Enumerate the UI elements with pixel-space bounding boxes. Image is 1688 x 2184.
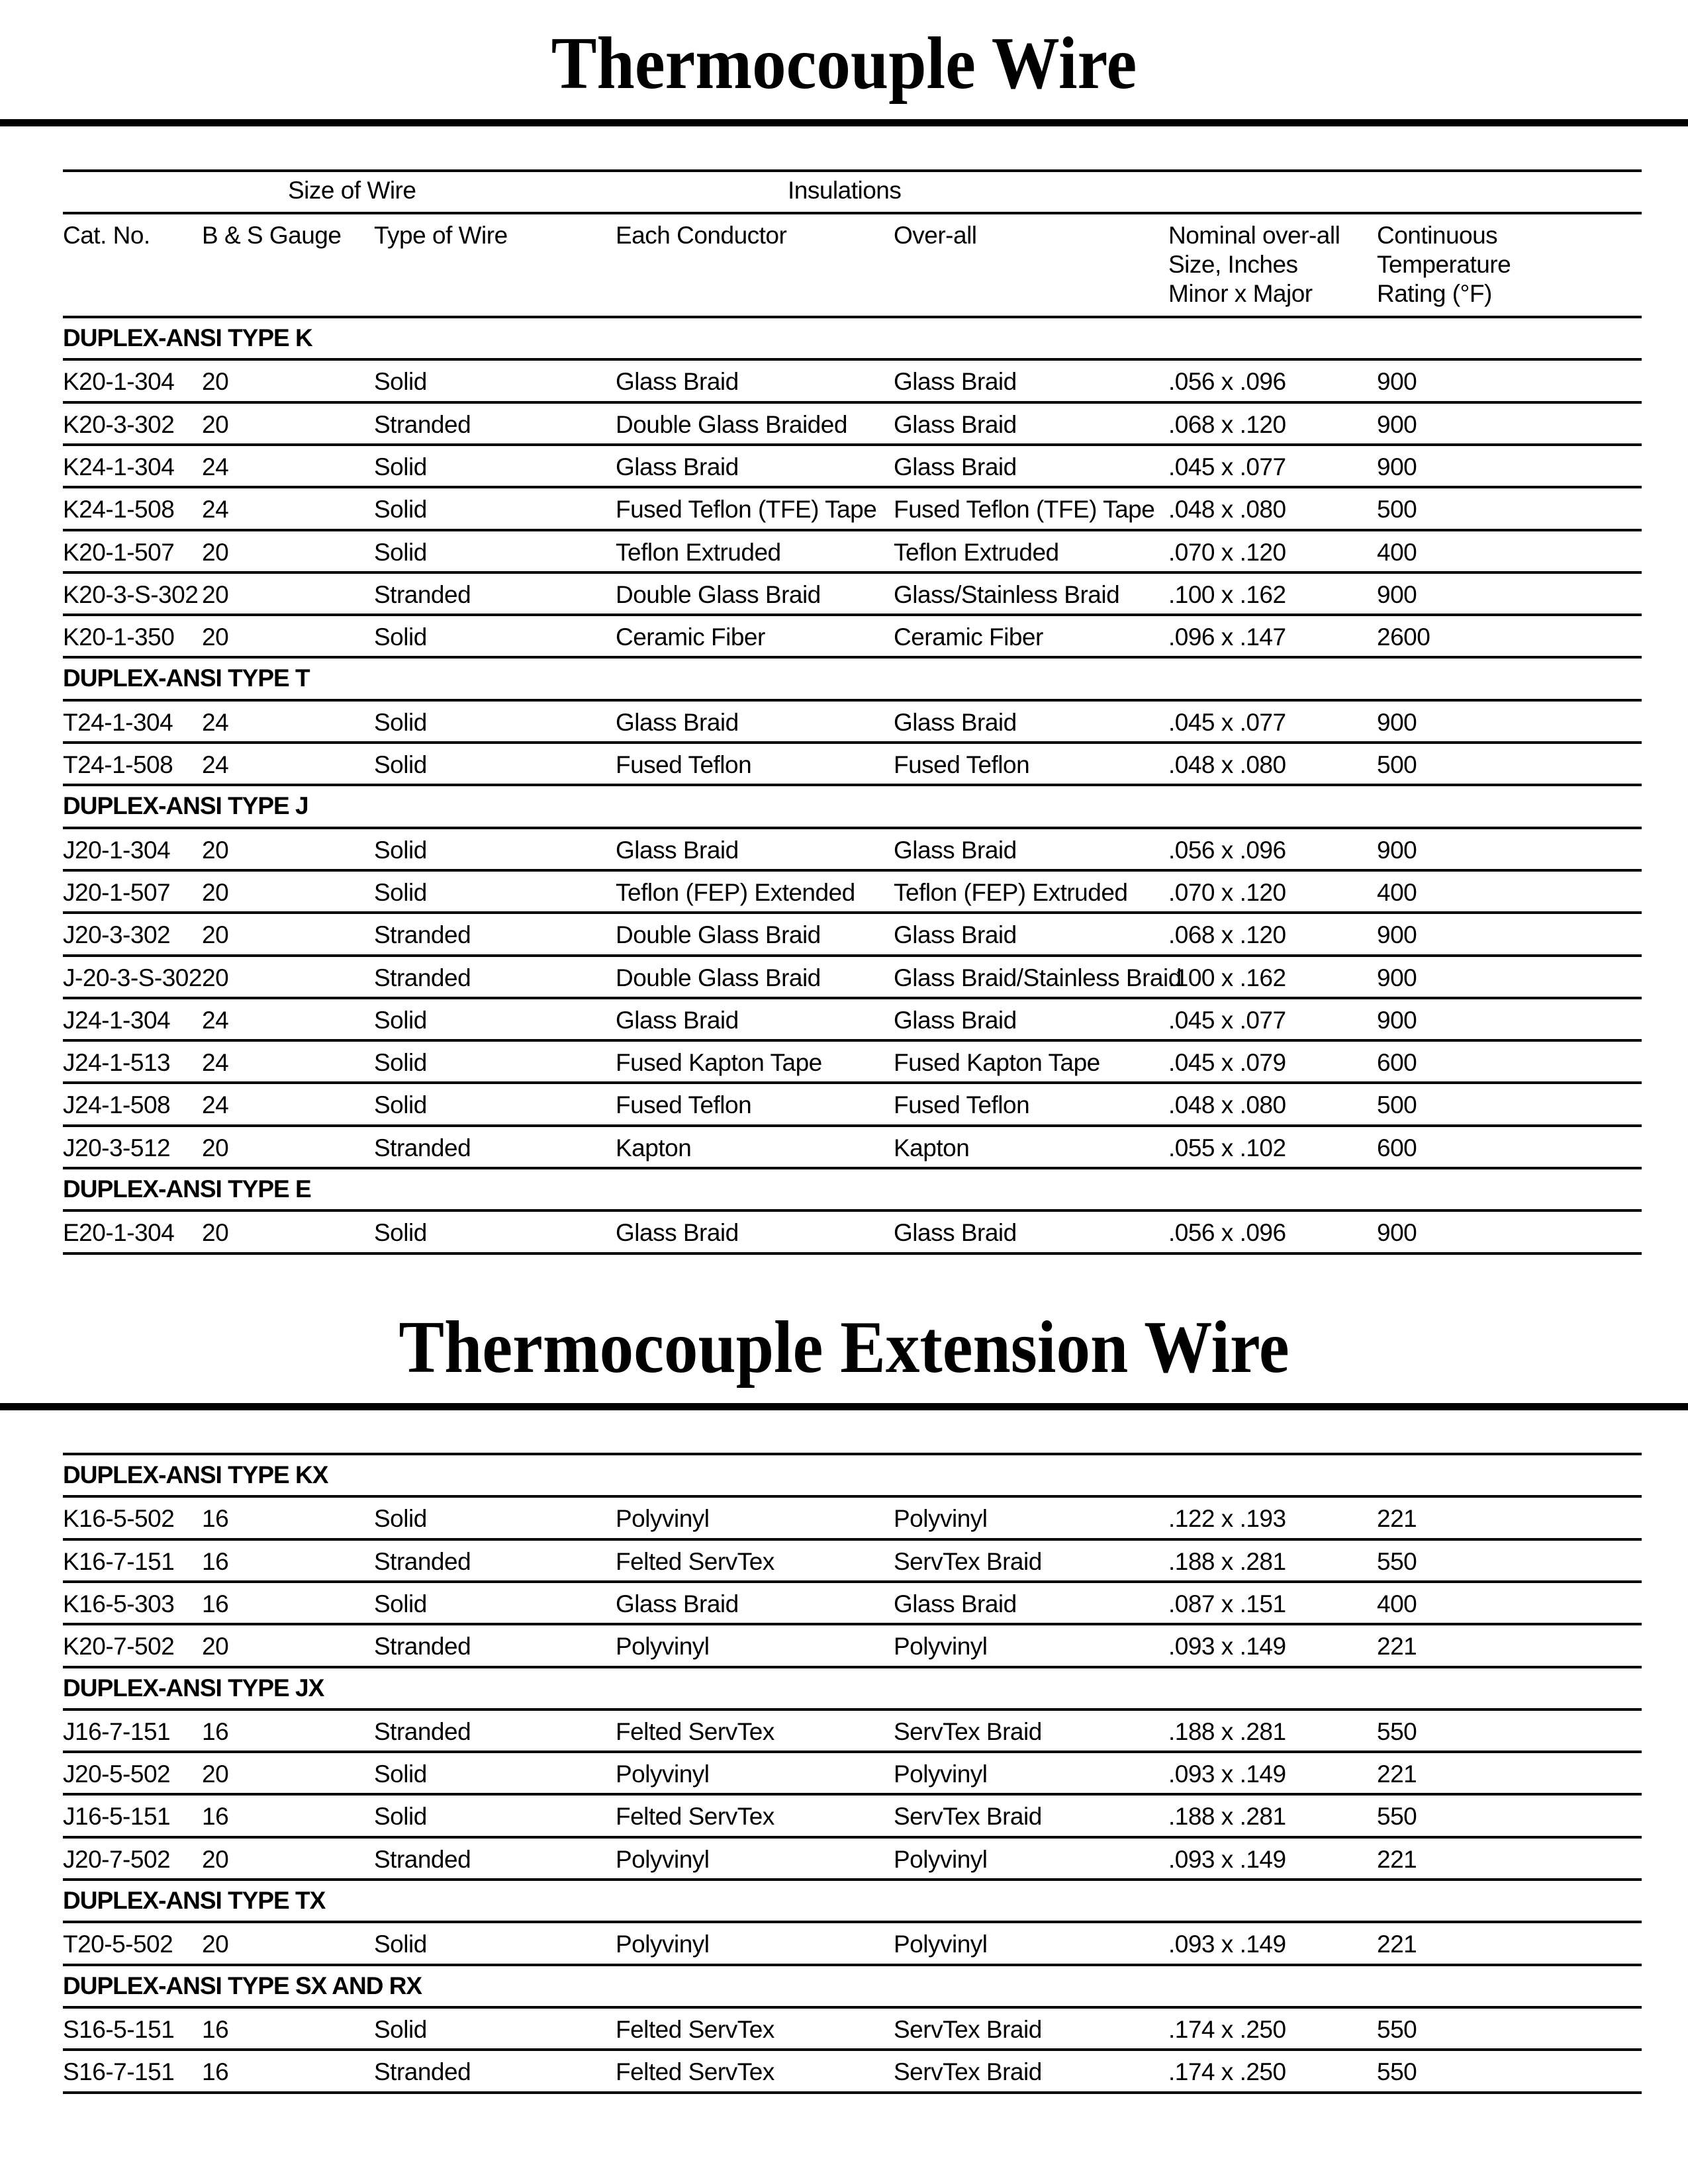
cell-over-all: Glass Braid	[894, 1219, 1017, 1247]
column-header-gauge: B & S Gauge	[202, 222, 342, 249]
cell-gauge: 24	[202, 708, 229, 736]
cell-gauge: 20	[202, 921, 229, 949]
group-heading: DUPLEX-ANSI TYPE T	[63, 664, 310, 692]
cell-temperature-rating: 500	[1377, 496, 1417, 523]
cell-cat-no: J20-1-304	[63, 836, 171, 864]
cell-each-conductor: Felted ServTex	[616, 2058, 774, 2086]
cell-gauge: 24	[202, 453, 229, 480]
cell-over-all: Teflon (FEP) Extruded	[894, 878, 1128, 906]
cell-nominal-size: .068 x .120	[1168, 410, 1286, 438]
group-heading: DUPLEX-ANSI TYPE JX	[63, 1674, 324, 1702]
cell-cat-no: J20-5-502	[63, 1760, 171, 1788]
cell-cat-no: K20-1-304	[63, 368, 175, 396]
table-rule	[63, 1921, 1642, 1923]
table-rule	[63, 1209, 1642, 1212]
cell-temperature-rating: 221	[1377, 1505, 1417, 1533]
cell-each-conductor: Felted ServTex	[616, 2015, 774, 2043]
cell-type-of-wire: Solid	[374, 1219, 427, 1247]
cell-cat-no: J24-1-513	[63, 1049, 171, 1077]
cell-cat-no: K24-1-508	[63, 496, 175, 523]
section-title-thermocouple-extension-wire: Thermocouple Extension Wire	[399, 1306, 1289, 1388]
cell-nominal-size: .070 x .120	[1168, 538, 1286, 566]
cell-each-conductor: Polyvinyl	[616, 1760, 710, 1788]
cell-cat-no: K24-1-304	[63, 453, 175, 480]
table-rule	[63, 1964, 1642, 1966]
cell-cat-no: E20-1-304	[63, 1219, 175, 1247]
cell-each-conductor: Double Glass Braided	[616, 410, 847, 438]
cell-gauge: 20	[202, 1134, 229, 1161]
cell-temperature-rating: 221	[1377, 1633, 1417, 1661]
cell-type-of-wire: Stranded	[374, 1134, 471, 1161]
cell-over-all: Polyvinyl	[894, 1845, 988, 1873]
cell-cat-no: T24-1-508	[63, 751, 173, 778]
section-title-thermocouple-wire: Thermocouple Wire	[551, 23, 1137, 105]
table-rule	[63, 1836, 1642, 1839]
column-header-temp-line1: Continuous	[1377, 222, 1498, 249]
column-header-size	[1168, 221, 1340, 308]
table-rule	[63, 1751, 1642, 1753]
cell-gauge: 20	[202, 1219, 229, 1247]
cell-type-of-wire: Solid	[374, 1049, 427, 1077]
cell-over-all: Ceramic Fiber	[894, 623, 1043, 651]
table-rule	[63, 1495, 1642, 1498]
cell-type-of-wire: Solid	[374, 1505, 427, 1533]
cell-cat-no: K20-1-507	[63, 538, 175, 566]
cell-nominal-size: .045 x .077	[1168, 453, 1286, 480]
cell-gauge: 16	[202, 2015, 229, 2043]
cell-temperature-rating: 900	[1377, 368, 1417, 396]
cell-cat-no: S16-7-151	[63, 2058, 175, 2086]
cell-type-of-wire: Solid	[374, 1931, 427, 1958]
table-rule	[63, 784, 1642, 786]
cell-type-of-wire: Solid	[374, 878, 427, 906]
column-header-size-line1: Nominal over-all	[1168, 222, 1340, 249]
table-rule	[63, 169, 1642, 172]
table-rule	[63, 741, 1642, 744]
table-rule	[63, 1666, 1642, 1668]
cell-temperature-rating: 500	[1377, 751, 1417, 778]
cell-nominal-size: .056 x .096	[1168, 368, 1286, 396]
table-rule	[63, 2006, 1642, 2009]
cell-temperature-rating: 900	[1377, 453, 1417, 480]
cell-cat-no: K20-3-S-302	[63, 580, 199, 608]
cell-over-all: Glass Braid	[894, 1006, 1017, 1034]
section-divider	[0, 119, 1688, 126]
cell-cat-no: J24-1-508	[63, 1091, 171, 1119]
cell-nominal-size: .045 x .077	[1168, 708, 1286, 736]
cell-type-of-wire: Solid	[374, 708, 427, 736]
column-header-each-conductor: Each Conductor	[616, 222, 787, 249]
table-rule	[63, 486, 1642, 488]
cell-temperature-rating: 900	[1377, 836, 1417, 864]
table-rule	[63, 1124, 1642, 1127]
cell-nominal-size: .188 x .281	[1168, 1803, 1286, 1831]
cell-each-conductor: Felted ServTex	[616, 1717, 774, 1745]
table-rule	[63, 212, 1642, 214]
cell-type-of-wire: Stranded	[374, 1633, 471, 1661]
cell-temperature-rating: 400	[1377, 538, 1417, 566]
cell-cat-no: J16-7-151	[63, 1717, 171, 1745]
group-heading: DUPLEX-ANSI TYPE E	[63, 1175, 311, 1203]
cell-each-conductor: Teflon Extruded	[616, 538, 781, 566]
table-rule	[63, 1793, 1642, 1796]
table-rule	[63, 1878, 1642, 1881]
cell-over-all: Glass Braid	[894, 836, 1017, 864]
cell-temperature-rating: 500	[1377, 1091, 1417, 1119]
column-header-size-line3: Minor x Major	[1168, 280, 1313, 307]
cell-temperature-rating: 2600	[1377, 623, 1430, 651]
cell-nominal-size: .122 x .193	[1168, 1505, 1286, 1533]
cell-type-of-wire: Solid	[374, 751, 427, 778]
table-rule	[63, 656, 1642, 659]
cell-nominal-size: .093 x .149	[1168, 1760, 1286, 1788]
table-rule	[63, 869, 1642, 872]
cell-temperature-rating: 900	[1377, 410, 1417, 438]
cell-type-of-wire: Stranded	[374, 1845, 471, 1873]
cell-over-all: Glass Braid	[894, 453, 1017, 480]
cell-cat-no: J20-3-512	[63, 1134, 171, 1161]
cell-each-conductor: Polyvinyl	[616, 1845, 710, 1873]
table-rule	[63, 1453, 1642, 1455]
cell-nominal-size: .093 x .149	[1168, 1633, 1286, 1661]
cell-each-conductor: Ceramic Fiber	[616, 623, 765, 651]
cell-each-conductor: Polyvinyl	[616, 1633, 710, 1661]
cell-cat-no: J16-5-151	[63, 1803, 171, 1831]
cell-cat-no: J20-1-507	[63, 878, 171, 906]
cell-nominal-size: .056 x .096	[1168, 1219, 1286, 1247]
cell-nominal-size: .055 x .102	[1168, 1134, 1286, 1161]
table-rule	[63, 401, 1642, 404]
cell-nominal-size: .096 x .147	[1168, 623, 1286, 651]
cell-nominal-size: .087 x .151	[1168, 1590, 1286, 1617]
cell-over-all: Glass Braid	[894, 368, 1017, 396]
column-header-size-line2: Size, Inches	[1168, 251, 1298, 278]
cell-each-conductor: Glass Braid	[616, 836, 739, 864]
cell-nominal-size: .045 x .077	[1168, 1006, 1286, 1034]
cell-nominal-size: .056 x .096	[1168, 836, 1286, 864]
cell-type-of-wire: Stranded	[374, 964, 471, 991]
cell-over-all: Fused Teflon (TFE) Tape	[894, 496, 1155, 523]
table-rule	[63, 911, 1642, 914]
cell-gauge: 16	[202, 1590, 229, 1617]
cell-gauge: 20	[202, 538, 229, 566]
cell-each-conductor: Teflon (FEP) Extended	[616, 878, 855, 906]
cell-nominal-size: .188 x .281	[1168, 1717, 1286, 1745]
cell-each-conductor: Glass Braid	[616, 453, 739, 480]
cell-each-conductor: Double Glass Braid	[616, 964, 821, 991]
table-rule	[63, 2048, 1642, 2051]
cell-nominal-size: .174 x .250	[1168, 2015, 1286, 2043]
cell-temperature-rating: 221	[1377, 1845, 1417, 1873]
cell-gauge: 20	[202, 1845, 229, 1873]
cell-nominal-size: .048 x .080	[1168, 496, 1286, 523]
cell-type-of-wire: Solid	[374, 623, 427, 651]
cell-gauge: 20	[202, 580, 229, 608]
cell-temperature-rating: 900	[1377, 1006, 1417, 1034]
cell-nominal-size: .100 x .162	[1168, 580, 1286, 608]
cell-type-of-wire: Solid	[374, 453, 427, 480]
cell-gauge: 20	[202, 836, 229, 864]
cell-type-of-wire: Solid	[374, 1091, 427, 1119]
cell-cat-no: J20-7-502	[63, 1845, 171, 1873]
group-heading: DUPLEX-ANSI TYPE SX AND RX	[63, 1972, 422, 1999]
column-header-temp-line3: Rating (°F)	[1377, 280, 1492, 307]
table-rule	[63, 1580, 1642, 1583]
cell-nominal-size: .070 x .120	[1168, 878, 1286, 906]
table-rule	[63, 1039, 1642, 1042]
section-divider	[0, 1403, 1688, 1410]
cell-gauge: 24	[202, 1091, 229, 1119]
cell-over-all: Fused Kapton Tape	[894, 1049, 1100, 1077]
cell-each-conductor: Fused Teflon (TFE) Tape	[616, 496, 877, 523]
cell-cat-no: K16-5-303	[63, 1590, 175, 1617]
cell-type-of-wire: Solid	[374, 1006, 427, 1034]
cell-gauge: 24	[202, 1049, 229, 1077]
table-rule	[63, 358, 1642, 361]
table-rule	[63, 1167, 1642, 1169]
cell-temperature-rating: 400	[1377, 878, 1417, 906]
cell-each-conductor: Glass Braid	[616, 1590, 739, 1617]
cell-cat-no: K20-1-350	[63, 623, 175, 651]
cell-type-of-wire: Solid	[374, 1803, 427, 1831]
cell-type-of-wire: Solid	[374, 496, 427, 523]
cell-each-conductor: Felted ServTex	[616, 1803, 774, 1831]
cell-over-all: ServTex Braid	[894, 1547, 1042, 1575]
group-heading: DUPLEX-ANSI TYPE KX	[63, 1461, 328, 1488]
cell-nominal-size: .045 x .079	[1168, 1049, 1286, 1077]
cell-each-conductor: Polyvinyl	[616, 1931, 710, 1958]
cell-nominal-size: .093 x .149	[1168, 1845, 1286, 1873]
cell-over-all: Glass Braid	[894, 708, 1017, 736]
cell-cat-no: T20-5-502	[63, 1931, 173, 1958]
cell-gauge: 16	[202, 1803, 229, 1831]
cell-type-of-wire: Solid	[374, 836, 427, 864]
cell-over-all: Polyvinyl	[894, 1931, 988, 1958]
cell-temperature-rating: 550	[1377, 2058, 1417, 2086]
cell-each-conductor: Glass Braid	[616, 368, 739, 396]
table-rule	[63, 316, 1642, 318]
cell-type-of-wire: Solid	[374, 1590, 427, 1617]
column-header-temp-line2: Temperature	[1377, 251, 1511, 278]
table-rule	[63, 997, 1642, 999]
cell-each-conductor: Fused Teflon	[616, 1091, 752, 1119]
cell-gauge: 20	[202, 1633, 229, 1661]
cell-nominal-size: .068 x .120	[1168, 921, 1286, 949]
table-rule	[63, 827, 1642, 829]
cell-each-conductor: Kapton	[616, 1134, 692, 1161]
cell-over-all: ServTex Braid	[894, 1717, 1042, 1745]
cell-type-of-wire: Solid	[374, 2015, 427, 2043]
cell-gauge: 16	[202, 1505, 229, 1533]
column-header-cat-no: Cat. No.	[63, 222, 150, 249]
cell-cat-no: J-20-3-S-302	[63, 964, 202, 991]
cell-over-all: Kapton	[894, 1134, 970, 1161]
cell-temperature-rating: 550	[1377, 2015, 1417, 2043]
cell-gauge: 20	[202, 1931, 229, 1958]
cell-temperature-rating: 600	[1377, 1049, 1417, 1077]
table-rule	[63, 2091, 1642, 2094]
cell-gauge: 20	[202, 410, 229, 438]
cell-nominal-size: .093 x .149	[1168, 1931, 1286, 1958]
cell-cat-no: K20-7-502	[63, 1633, 175, 1661]
cell-gauge: 24	[202, 1006, 229, 1034]
cell-each-conductor: Double Glass Braid	[616, 921, 821, 949]
cell-over-all: ServTex Braid	[894, 2058, 1042, 2086]
cell-over-all: Glass Braid/Stainless Braid	[894, 964, 1182, 991]
table-rule	[63, 699, 1642, 702]
column-header-temperature	[1377, 221, 1511, 308]
cell-type-of-wire: Solid	[374, 1760, 427, 1788]
cell-gauge: 24	[202, 751, 229, 778]
cell-cat-no: T24-1-304	[63, 708, 173, 736]
group-header-size-of-wire: Size of Wire	[288, 177, 416, 204]
group-heading: DUPLEX-ANSI TYPE TX	[63, 1887, 326, 1914]
column-header-over-all: Over-all	[894, 222, 977, 249]
cell-each-conductor: Glass Braid	[616, 708, 739, 736]
cell-cat-no: S16-5-151	[63, 2015, 175, 2043]
column-header-type: Type of Wire	[374, 222, 508, 249]
cell-type-of-wire: Solid	[374, 368, 427, 396]
cell-type-of-wire: Stranded	[374, 1547, 471, 1575]
cell-temperature-rating: 550	[1377, 1717, 1417, 1745]
cell-nominal-size: .188 x .281	[1168, 1547, 1286, 1575]
table-rule	[63, 443, 1642, 446]
cell-cat-no: J20-3-302	[63, 921, 171, 949]
cell-gauge: 16	[202, 2058, 229, 2086]
cell-over-all: Fused Teflon	[894, 1091, 1030, 1119]
cell-temperature-rating: 900	[1377, 1219, 1417, 1247]
cell-nominal-size: .100 x .162	[1168, 964, 1286, 991]
cell-nominal-size: .048 x .080	[1168, 1091, 1286, 1119]
cell-gauge: 24	[202, 496, 229, 523]
cell-over-all: Polyvinyl	[894, 1505, 988, 1533]
cell-over-all: Fused Teflon	[894, 751, 1030, 778]
cell-over-all: Teflon Extruded	[894, 538, 1059, 566]
cell-over-all: Glass Braid	[894, 410, 1017, 438]
cell-cat-no: K20-3-302	[63, 410, 175, 438]
table-rule	[63, 954, 1642, 957]
cell-type-of-wire: Stranded	[374, 921, 471, 949]
cell-temperature-rating: 600	[1377, 1134, 1417, 1161]
cell-gauge: 16	[202, 1547, 229, 1575]
cell-gauge: 20	[202, 623, 229, 651]
cell-each-conductor: Polyvinyl	[616, 1505, 710, 1533]
cell-temperature-rating: 550	[1377, 1547, 1417, 1575]
table-rule	[63, 1708, 1642, 1711]
cell-over-all: ServTex Braid	[894, 2015, 1042, 2043]
cell-cat-no: J24-1-304	[63, 1006, 171, 1034]
cell-nominal-size: .174 x .250	[1168, 2058, 1286, 2086]
cell-gauge: 20	[202, 878, 229, 906]
cell-each-conductor: Fused Kapton Tape	[616, 1049, 822, 1077]
cell-gauge: 20	[202, 1760, 229, 1788]
table-rule	[63, 529, 1642, 531]
cell-type-of-wire: Stranded	[374, 1717, 471, 1745]
cell-type-of-wire: Stranded	[374, 2058, 471, 2086]
cell-gauge: 16	[202, 1717, 229, 1745]
cell-temperature-rating: 900	[1377, 708, 1417, 736]
cell-temperature-rating: 221	[1377, 1931, 1417, 1958]
cell-each-conductor: Glass Braid	[616, 1219, 739, 1247]
cell-over-all: Glass Braid	[894, 1590, 1017, 1617]
group-heading: DUPLEX-ANSI TYPE K	[63, 324, 312, 351]
cell-cat-no: K16-7-151	[63, 1547, 175, 1575]
table-rule	[63, 1538, 1642, 1541]
cell-temperature-rating: 550	[1377, 1803, 1417, 1831]
cell-nominal-size: .048 x .080	[1168, 751, 1286, 778]
cell-over-all: ServTex Braid	[894, 1803, 1042, 1831]
group-heading: DUPLEX-ANSI TYPE J	[63, 792, 308, 820]
cell-temperature-rating: 221	[1377, 1760, 1417, 1788]
group-header-insulations: Insulations	[788, 177, 902, 204]
cell-type-of-wire: Solid	[374, 538, 427, 566]
cell-over-all: Glass Braid	[894, 921, 1017, 949]
cell-gauge: 20	[202, 368, 229, 396]
cell-temperature-rating: 900	[1377, 921, 1417, 949]
cell-type-of-wire: Stranded	[374, 410, 471, 438]
table-rule	[63, 1081, 1642, 1084]
table-rule	[63, 1623, 1642, 1625]
cell-over-all: Glass/Stainless Braid	[894, 580, 1120, 608]
table-rule	[63, 1252, 1642, 1255]
cell-each-conductor: Felted ServTex	[616, 1547, 774, 1575]
cell-temperature-rating: 400	[1377, 1590, 1417, 1617]
table-rule	[63, 571, 1642, 574]
cell-temperature-rating: 900	[1377, 964, 1417, 991]
cell-each-conductor: Double Glass Braid	[616, 580, 821, 608]
cell-over-all: Polyvinyl	[894, 1633, 988, 1661]
cell-each-conductor: Glass Braid	[616, 1006, 739, 1034]
cell-temperature-rating: 900	[1377, 580, 1417, 608]
cell-gauge: 20	[202, 964, 229, 991]
cell-cat-no: K16-5-502	[63, 1505, 175, 1533]
cell-each-conductor: Fused Teflon	[616, 751, 752, 778]
table-rule	[63, 614, 1642, 616]
cell-type-of-wire: Stranded	[374, 580, 471, 608]
cell-over-all: Polyvinyl	[894, 1760, 988, 1788]
